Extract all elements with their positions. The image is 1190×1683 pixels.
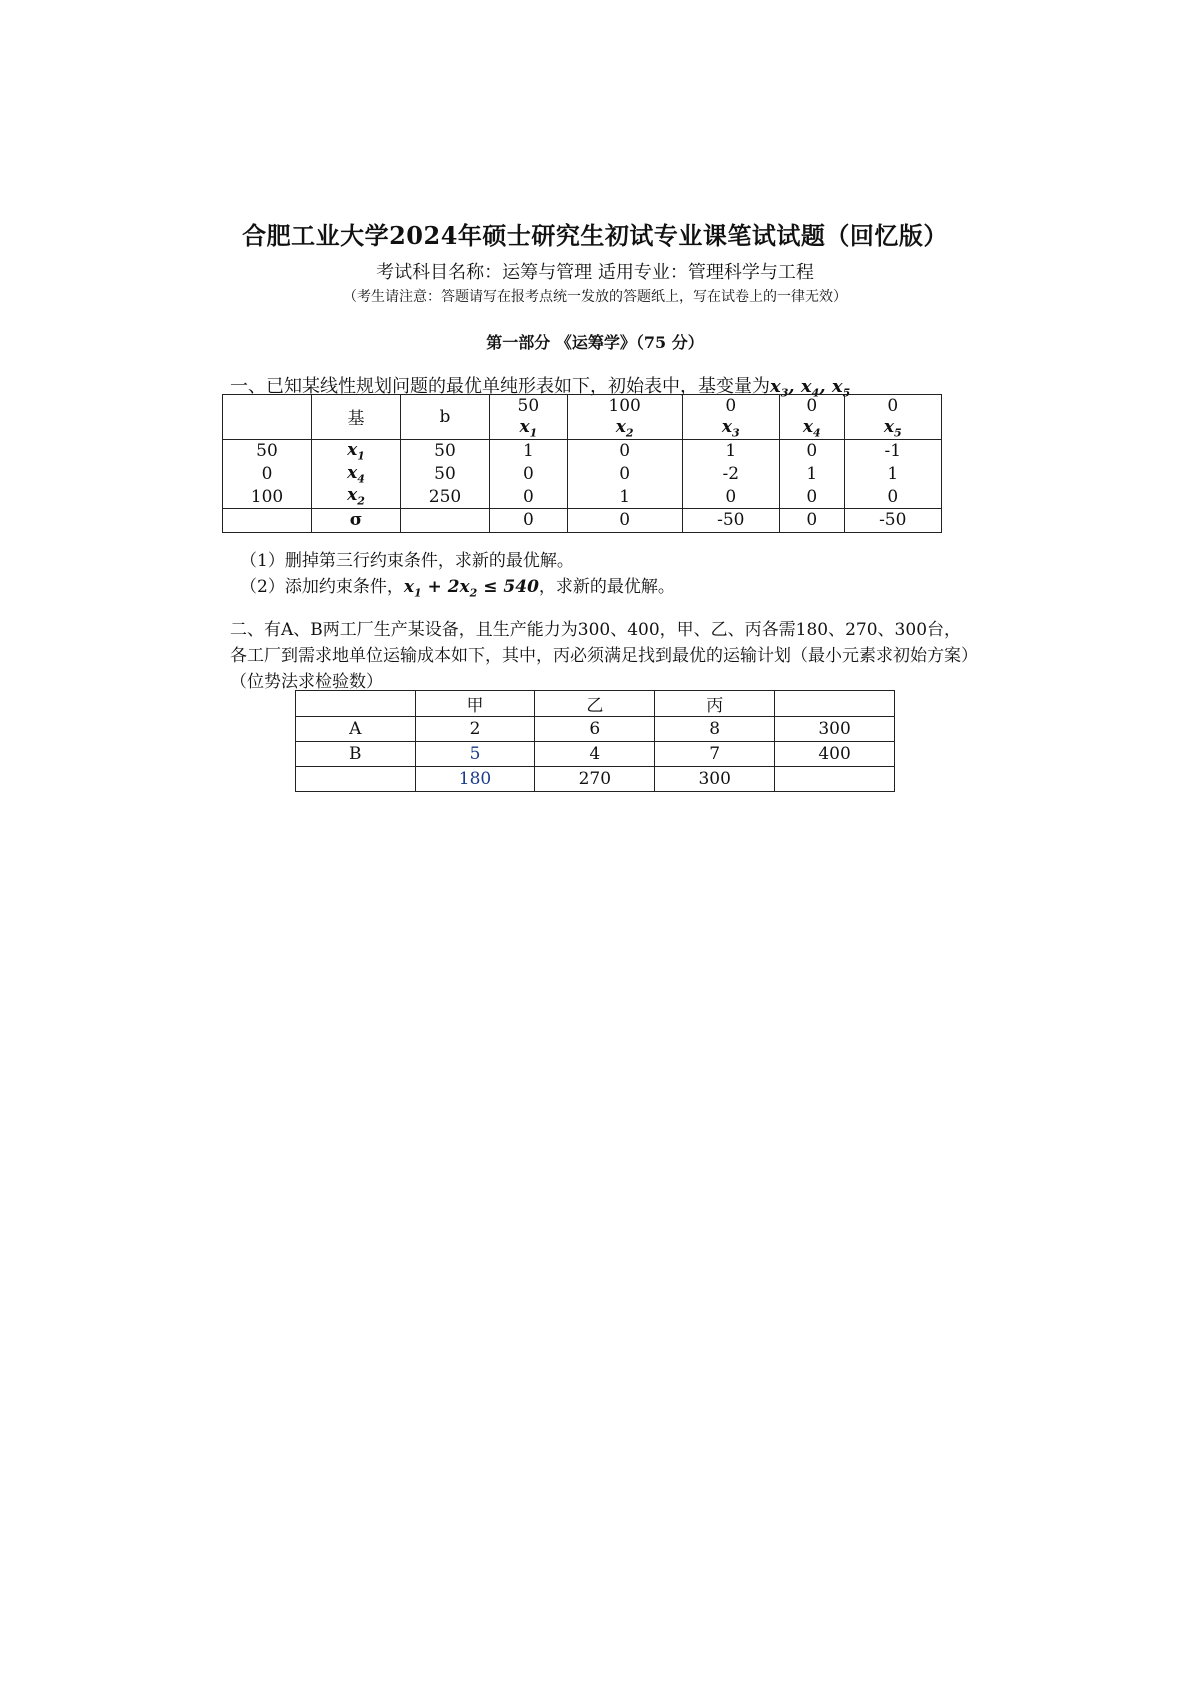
simplex-table: [222, 394, 942, 533]
row1-c: 50: [223, 439, 312, 462]
part-heading: 第一部分 《运筹学》（75 分）: [486, 333, 704, 352]
question-1-part-1: （1）删掉第三行约束条件，求新的最优解。: [240, 551, 574, 571]
row1-v5: -1: [844, 439, 941, 462]
simplex-b-header: b: [401, 395, 490, 440]
question-1-prompt: 一、已知某线性规划问题的最优单纯形表如下，初始表中，基变量为: [230, 376, 770, 397]
row3-v4: 0: [780, 485, 845, 508]
row2-v2: 0: [567, 462, 682, 485]
var-x3: $x_3$: [682, 417, 779, 440]
row2-v1: 0: [490, 462, 568, 485]
transport-col-bing: 丙: [655, 691, 775, 717]
var-x5: $x_5$: [844, 417, 941, 440]
simplex-corner-cell: [223, 395, 312, 440]
sigma-b-empty: [401, 508, 490, 532]
demand-total-empty: [775, 767, 895, 792]
constraint-math: $x_1 + 2x_2 \le 540$: [403, 577, 539, 600]
cost-a-bing: 8: [655, 717, 775, 742]
sigma-1: 0: [490, 508, 568, 532]
transport-row-b-label: B: [296, 742, 416, 767]
row3-v1: 0: [490, 485, 568, 508]
row2-v5: 1: [844, 462, 941, 485]
transport-col-yi: 乙: [535, 691, 655, 717]
question-1-basis-vars: $x_3$, $x_4$, $x_5$: [770, 376, 851, 400]
row1-v2: 0: [567, 439, 682, 462]
supply-b: 400: [775, 742, 895, 767]
var-x2: $x_2$: [567, 417, 682, 440]
row3-b: 250: [401, 485, 490, 508]
row1-v3: 1: [682, 439, 779, 462]
transport-table: [295, 690, 895, 792]
row3-basis: $x_2$: [312, 485, 401, 508]
row1-v4: 0: [780, 439, 845, 462]
row2-b: 50: [401, 462, 490, 485]
row3-v2: 1: [567, 485, 682, 508]
row2-v4: 1: [780, 462, 845, 485]
transport-col-supply: [775, 691, 895, 717]
demand-bing: 300: [655, 767, 775, 792]
sigma-2: 0: [567, 508, 682, 532]
row3-v3: 0: [682, 485, 779, 508]
var-x1: $x_1$: [490, 417, 568, 440]
demand-jia: 180: [415, 767, 535, 792]
exam-subject: 考试科目名称：运筹与管理 适用专业：管理科学与工程: [376, 262, 814, 283]
row1-basis: $x_1$: [312, 439, 401, 462]
simplex-basis-header: 基: [312, 395, 401, 440]
sigma-label: σ: [312, 508, 401, 532]
sigma-4: 0: [780, 508, 845, 532]
demand-yi: 270: [535, 767, 655, 792]
cost-b-bing: 7: [655, 742, 775, 767]
cost-x5: 0: [844, 395, 941, 417]
exam-notice: （考生请注意：答题请写在报考点统一发放的答题纸上，写在试卷上的一律无效）: [343, 289, 847, 305]
row3-c: 100: [223, 485, 312, 508]
row2-v3: -2: [682, 462, 779, 485]
demand-row-label: [296, 767, 416, 792]
row1-b: 50: [401, 439, 490, 462]
cost-a-jia: 2: [415, 717, 535, 742]
cost-x2: 100: [567, 395, 682, 417]
row2-c: 0: [223, 462, 312, 485]
sigma-empty-cell: [223, 508, 312, 532]
cost-x3: 0: [682, 395, 779, 417]
question-1-part-2: [240, 572, 675, 599]
part-2-suffix: ，求新的最优解。: [538, 577, 675, 597]
part-2-prefix: （2）添加约束条件，: [240, 577, 404, 597]
supply-a: 300: [775, 717, 895, 742]
sigma-5: -50: [844, 508, 941, 532]
cost-b-jia: 5: [415, 742, 535, 767]
exam-title: 合肥工业大学2024年硕士研究生初试专业课笔试试题（回忆版）: [242, 221, 948, 250]
cost-x4: 0: [780, 395, 845, 417]
cost-b-yi: 4: [535, 742, 655, 767]
question-2-text: 二、有A、B两工厂生产某设备，且生产能力为300、400，甲、乙、丙各需180、270、300台，各工厂到需求地单位运输成本如下，其中，丙必须满足找到最优的运输计划（最小元素求初始方案）（位势法求检验数）: [230, 620, 970, 692]
transport-corner: [296, 691, 416, 717]
transport-col-jia: 甲: [415, 691, 535, 717]
row1-v1: 1: [490, 439, 568, 462]
row2-basis: $x_4$: [312, 462, 401, 485]
cost-x1: 50: [490, 395, 568, 417]
cost-a-yi: 6: [535, 717, 655, 742]
transport-row-a-label: A: [296, 717, 416, 742]
var-x4: $x_4$: [780, 417, 845, 440]
sigma-3: -50: [682, 508, 779, 532]
row3-v5: 0: [844, 485, 941, 508]
